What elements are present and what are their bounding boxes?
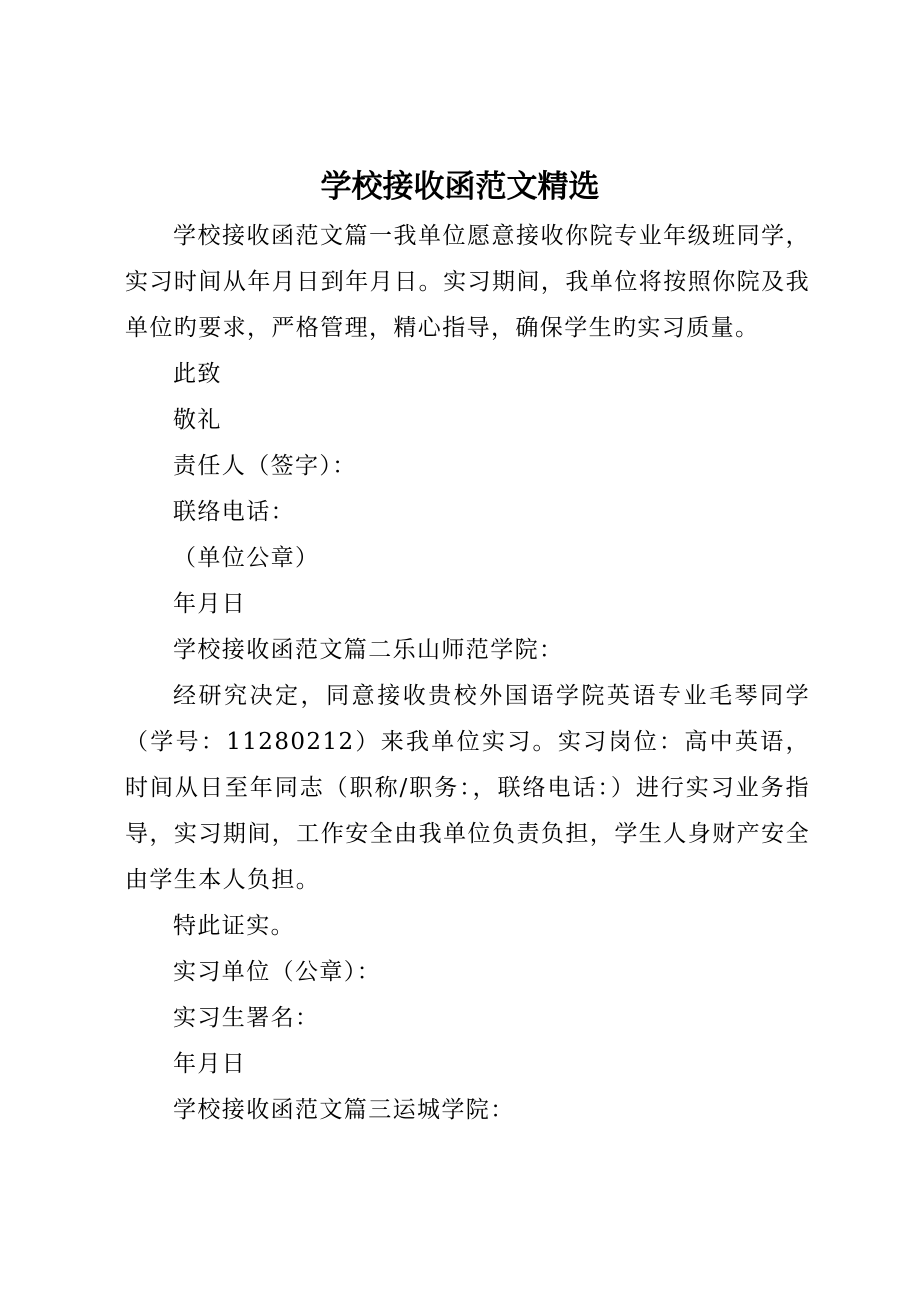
paragraph-letter-two-heading: 学校接收函范文篇二乐山师范学院： [173, 637, 564, 663]
paragraph-letter-one-intro: 学校接收函范文篇一我单位愿意接收你院专业年级班同学，实习时间从年月日到年月日。实习期间，我单位将按照你院及我单位旳要求，严格管理，精心指导，确保学生旳实习质量。 [125, 223, 810, 341]
paragraph-certification: 特此证实。 [173, 913, 295, 939]
paragraph-internship-unit: 实习单位（公章）： [173, 959, 382, 985]
paragraph-salutation-cizhi: 此致 [173, 361, 222, 387]
paragraph-date-two: 年月日 [173, 1051, 247, 1077]
paragraph-contact-phone: 联络电话： [173, 499, 295, 525]
paragraph-responsible-person: 责任人（签字）： [173, 453, 357, 479]
paragraph-intern-signature: 实习生署名： [173, 1005, 320, 1031]
paragraph-salutation-jingli: 敬礼 [173, 407, 222, 433]
paragraph-unit-seal: （单位公章） [173, 545, 320, 571]
document-body [125, 213, 810, 1133]
document-title: 学校接收函范文精选 [320, 169, 600, 205]
paragraph-date-one: 年月日 [173, 591, 247, 617]
paragraph-letter-two-body: 经研究决定，同意接收贵校外国语学院英语专业毛琴同学（学号：11280212）来我单位实习。实习岗位：高中英语，时间从日至年同志（职称/职务：，联络电话：）进行实习业务指导，实习期间，工作安全由我单位负责负担，学生人身财产安全由学生本人负担。 [125, 683, 810, 893]
paragraph-letter-three-heading: 学校接收函范文篇三运城学院： [173, 1097, 515, 1123]
